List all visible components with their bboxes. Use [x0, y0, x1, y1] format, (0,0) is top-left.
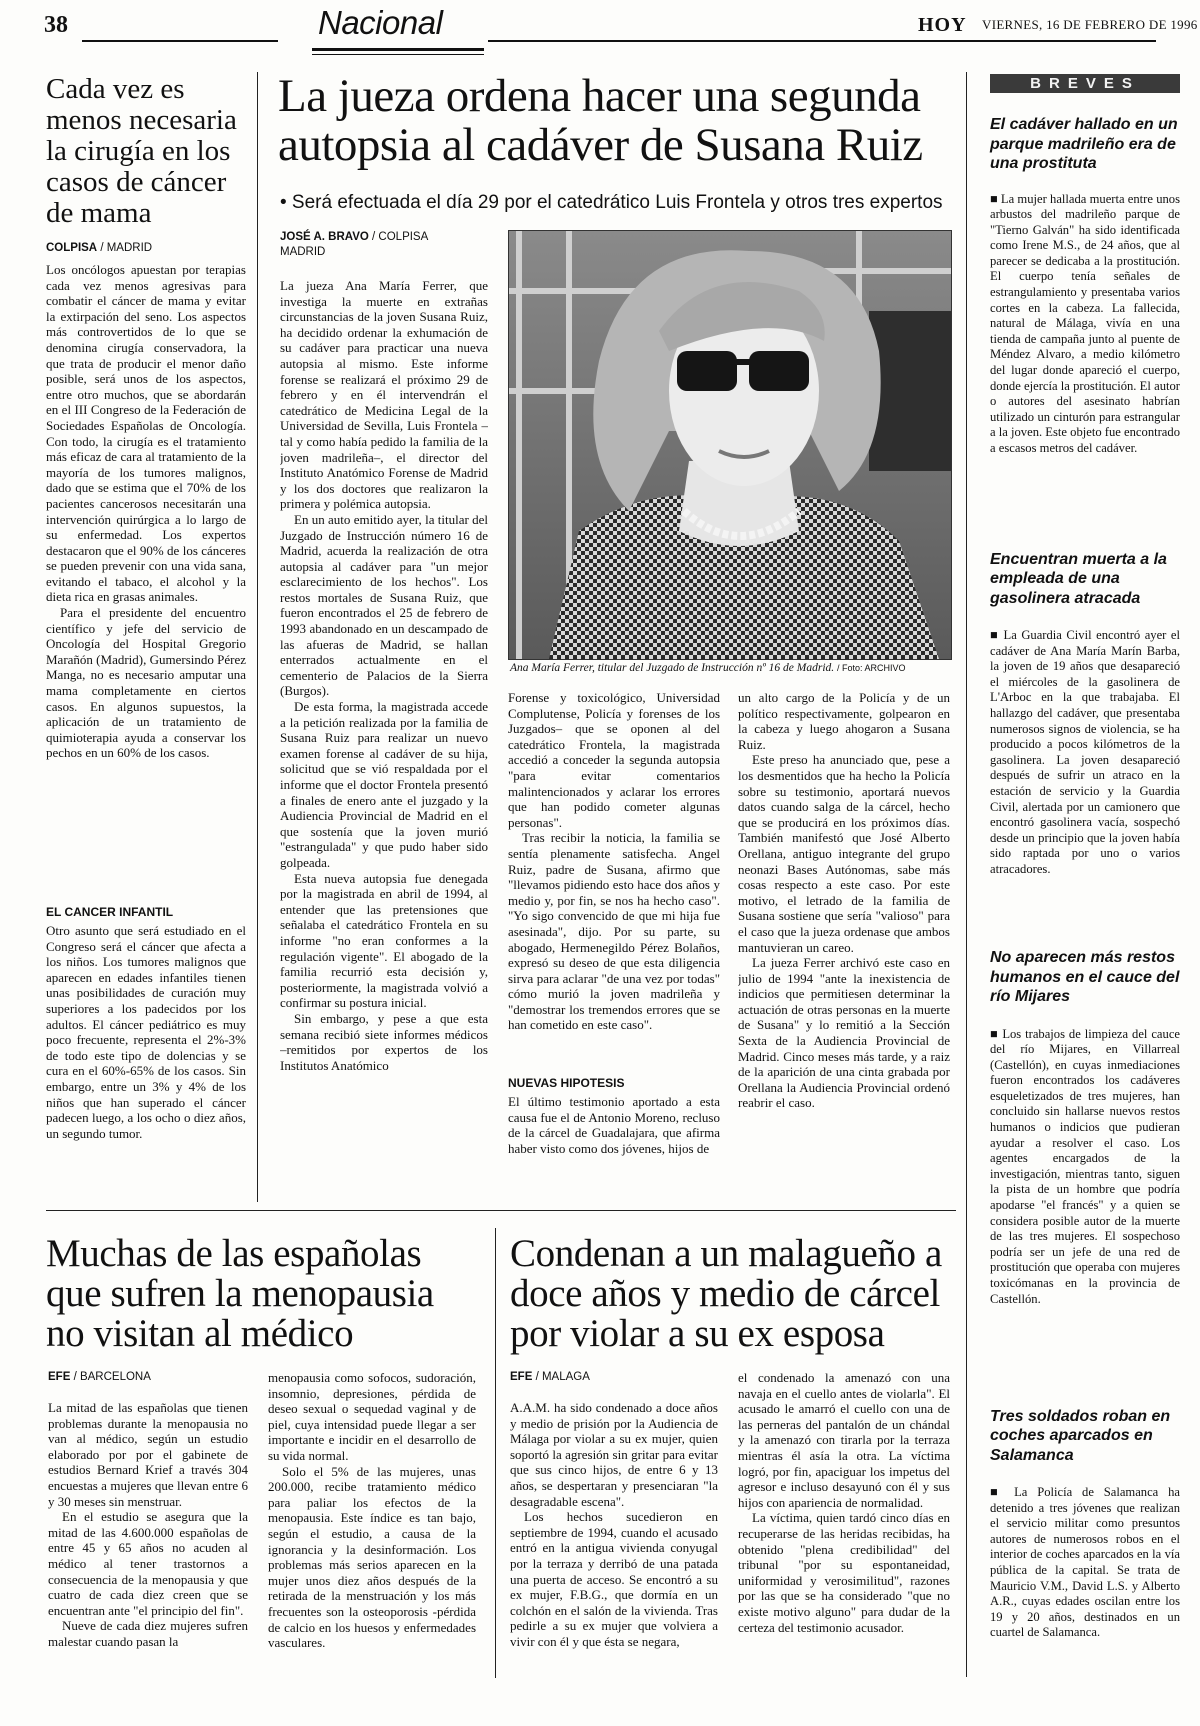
- section-title: Nacional: [318, 4, 443, 41]
- paragraph: ■ La Guardia Civil encontró ayer el cadáver de Ana María Marín Barba, la joven de 19 años que desapareció el miércoles de la gasolinera de L'Arboc en la que trabajaba. El hallazgo del cadáver, que presentaba numerosos signos de violencia, se ha producido a pocos kilómetros de la gasolinera. La joven desapareció después de sufrir un atraco en la estación de servicio y la Guardia Civil, alertada por un camionero que encontró gasolinera vacía, sospechó desde un principio que la joven había sido raptada por uno o varios atracadores.: [990, 628, 1180, 876]
- main-byline: JOSÉ A. BRAVO / COLPISA MADRID: [280, 231, 429, 258]
- paragraph: De esta forma, la magistrada accede a la petición realizada por la familia de Susana Ruiz para realizar un nuevo examen forense al cadáver de su hija, solicitud que se vió respaldada por el informe que el doctor Frontela presentó a finales de enero ante el juzgado y la Audiencia Provincial de Madrid en el que sostenía que la joven murió "estrangulada" y que pudo haber sido golpeada.: [280, 699, 488, 870]
- paragraph: Solo el 5% de las mujeres, unas 200.000, recibe tratamiento médico para paliar los efectos de la menopausia. Este índice es tan bajo, según el estudio, a causa de la ignorancia y la desinformación. Los problemas más serios aparecen en la mujer unos diez años después de la retirada de la menstruación y los más frecuentes son la osteoporosis -pérdida de calcio en los huesos y enfermedades vasculares.: [268, 1463, 476, 1651]
- paragraph: En un auto emitido ayer, la titular del Juzgado de Instrucción número 16 de Madrid, acuerda la realización de otra autopsia al cadáver para "un mejor esclarecimiento de los hechos". Los restos mortales de Susana Ruiz, que fueron encontrados el 25 de febrero de 1993 abandonado en un descampado de las afueras de Madrid, se hallan enterrados actualmente en el cementerio de Palacios de la Sierra (Burgos).: [280, 511, 488, 699]
- paragraph: En el estudio se asegura que la mitad de las 4.600.000 españolas de entre 45 y 65 años no acuden al médico al tener trastornos a consecuencia de la menopausia y que cuatro de cada diez creen que se encuentran ante "el principio del fin".: [48, 1509, 248, 1618]
- header-rule-left: [82, 40, 278, 42]
- paragraph: Tras recibir la noticia, la familia se sentía plenamente satisfecha. Angel Ruiz, padre de Susana, afirmo que "llevamos pidiendo esto hace dos años y medio y, por fin, se nos ha hecho caso". "Yo sigo convencido de que mi hija fue asesinada", dijo. Por su parte, su abogado, Hermenegildo Pérez Bolaños, expresó su deseo de que esta diligencia sirva para aclarar "de una vez por todas" cómo murió la joven madrileña y "demostrar los tremendos errores que se han cometido en este caso".: [508, 830, 720, 1033]
- breve-text: [990, 628, 1180, 926]
- masthead-logo: HOY: [918, 14, 967, 36]
- byline-city: BARCELONA: [79, 1371, 151, 1383]
- paragraph: Nueve de cada diez mujeres sufren malestar cuando pasan la: [48, 1618, 248, 1649]
- main-col-3: [738, 690, 950, 1202]
- cancer-subhead: EL CANCER INFANTIL: [46, 905, 174, 919]
- malagueno-byline: EFE / MALAGA: [510, 1371, 590, 1383]
- photo-judge: [508, 230, 952, 660]
- paragraph: Forense y toxicológico, Universidad Complutense, Policía y forenses de los Juzgados– que se oponen al del catedrático Frontela, la magistrada accedió a conceder la segunda autopsia "para evitar comentarios malintencionados y aclarar los errores que han podido cometer algunas personas".: [508, 690, 720, 830]
- page-number: 38: [44, 12, 68, 38]
- issue-date: VIERNES, 16 DE FEBRERO DE 1996: [982, 17, 1198, 32]
- breve-headline: Encuentran muerta a la empleada de una gasolinera atracada: [990, 550, 1167, 607]
- main-subheadline: • Será efectuada el día 29 por el catedrático Luis Frontela y otros tres expertos: [280, 192, 943, 213]
- menopausia-headline: Muchas de las españolas que sufren la menopausia no visitan al médico: [46, 1232, 434, 1355]
- malagueno-col-1: [510, 1400, 718, 1680]
- breve-headline: El cadáver hallado en un parque madrileño era de una prostituta: [990, 116, 1178, 172]
- paragraph: El último testimonio aportado a esta causa fue el de Antonio Moreno, recluso de la cárcel de Guadalajara, que afirma haber visto como dos jóvenes, hijos de: [508, 1094, 720, 1156]
- photo-caption: [510, 662, 960, 674]
- menopausia-col-1: [48, 1400, 248, 1680]
- breve-text: [990, 1027, 1180, 1387]
- main-col-2: [508, 690, 720, 1188]
- section-underline: [312, 48, 484, 51]
- paragraph: Los oncólogos apuestan por terapias cada vez menos agresivas para combatir el cáncer de mama y evitar la extirpación del seno. Los aspectos más controvertidos de lo que se denomina cirugía conservadora, la que trata de producir el menor daño posible, será unos de los aspectos, entre otro muchos, que se abordarán en el III Congreso de la Federación de Sociedades Españolas de Oncología. Con todo, la cirugía es el tratamiento más eficaz de cara al tratamiento de la mayoría de los tumores malignos, dado que se estima que el 70% de los pacientes cancerosos necesitarán una intervención quirúrgica a lo largo de su enfermedad. Los expertos destacaron que el 90% de los cánceres se pueden prevenir con una vida sana, evitando el tabaco, el alcohol y la dieta rica en grasas animales.: [46, 262, 246, 605]
- paragraph: La mitad de las españolas que tienen problemas durante la menopausia no van al médico, según un estudio elaborado por por el gabinete de estudios Bernard Krief a través 304 encuestas a mujeres que llevan entre 6 y 30 meses sin menstruar.: [48, 1400, 248, 1509]
- paragraph: un alto cargo de la Policía y de un político respectivamente, golpearon en la cabeza y luego ahogaron a Susana Ruiz.: [738, 690, 950, 752]
- paragraph: Para el presidente del encuentro científico y jefe del servicio de Oncología del Hospital Gregorio Marañón (Madrid), Gumersindo Pérez Manga, no es necesario amputar una mama completamente en ciertos casos. En algunos supuestos, la aplicación de un tratamiento de quimioterapia ayuda a conservar los pechos en un 60% de los casos.: [46, 605, 246, 761]
- breve-headline: Tres soldados roban en coches aparcados en Salamanca: [990, 1407, 1171, 1464]
- byline-city: MADRID: [280, 246, 326, 258]
- menopausia-byline: EFE / BARCELONA: [48, 1371, 151, 1383]
- breves-column: [990, 74, 1180, 1675]
- byline-city: MALAGA: [541, 1371, 590, 1383]
- main-col-2-body-b: [508, 1094, 720, 1188]
- paragraph: La jueza Ana María Ferrer, que investiga la muerte en extrañas circunstancias de la joven Susana Ruiz, ha decidido ordenar la exhumación de su cadáver para practicar una nueva autopsia al mismo. Este informe forense se realizará el próximo 29 de febrero y en él intervendrán el catedrático de Medicina Legal de la Universidad de Sevilla, Luis Frontela –tal y como había pedido la familia de la joven madrileña–, el director del Instituto Anatómico Forense de Madrid y los dos doctores que realizaron la primera y polémica autopsia.: [280, 278, 488, 512]
- byline-agency: EFE: [48, 1371, 71, 1383]
- paragraph: La jueza Ferrer archivó este caso en julio de 1994 "ante la inexistencia de indicios que permitiesen determinar la actuación de otras personas en la muerte de Susana" y lo remitió a la Sección Sexta de la Audiencia Provincial de Madrid. Cinco meses más tarde, y a raiz de la aparición de una cinta grabada por Orellana la Audiencia Provincial ordenó reabrir el caso.: [738, 955, 950, 1111]
- cancer-body-2: [46, 923, 246, 1208]
- column-rule-breves: [966, 72, 967, 1677]
- menopausia-col-2: [268, 1370, 476, 1680]
- main-col-2-body: [508, 690, 720, 1060]
- byline-author: JOSÉ A. BRAVO: [280, 231, 369, 243]
- cancer-body: [46, 262, 246, 897]
- malagueno-headline: Condenan a un malagueño a doce años y medio de cárcel por violar a su ex esposa: [510, 1232, 942, 1355]
- paragraph: La víctima, quien tardó cinco días en recuperarse de las heridas recibidas, ha obtenido "plena credibilidad" del tribunal "por su espontaneidad, uniformidad y verosimilitud", razones por las que se ha considerado "que no existe motivo alguno" para dudar de la certeza del testimonio acusador.: [738, 1510, 950, 1635]
- paragraph: Este preso ha anunciado que, pese a los desmentidos que ha hecho la Policía sobre su testimonio, aportará nuevos datos cuando salga de la cárcel, hecho que se producirá en los próximos días. También manifestó que José Alberto Orellana, antiguo integrante del grupo neonazi Bases Autónomas, sabe más cosas respecto a este caso. Por este motivo, el letrado de la familia de Susana sostiene que sería "valioso" para el caso que la jueza ordenase que ambos mantuvieran un careo.: [738, 752, 950, 955]
- paragraph: Sin embargo, y pese a que esta semana recibió siete informes médicos –remitidos por expertos de los Institutos Anatómico: [280, 1010, 488, 1073]
- breve-text: [990, 192, 1180, 528]
- paragraph: A.A.M. ha sido condenado a doce años y medio de prisión por la Audiencia de Málaga por violar a su ex mujer, quien soportó la agresión sin gritar para evitar que sus cinco hijos, de entre 6 y 13 años, se despertaran y presenciaran "la desagradable escena".: [510, 1400, 718, 1509]
- byline-agency: COLPISA: [378, 231, 429, 243]
- byline-agency: COLPISA: [46, 242, 98, 254]
- cancer-byline: COLPISA / MADRID: [46, 242, 153, 254]
- paragraph: Otro asunto que será estudiado en el Congreso será el cáncer que afecta a los niños. Los tumores malignos que aparecen en edades infantiles tienen unas posibilidades de curación muy superiores a los padecidos por los adultos. El cáncer pediátrico es muy poco frecuente, representa el 2%-3% de todo este tipo de dolencias y se cura en el 60%-65% de los casos. Sin embargo, entre un 3% y 4% de los niños que han superado el cáncer padecen luego, a los ocho o diez años, un segundo tumor.: [46, 923, 246, 1141]
- byline-city: MADRID: [106, 242, 153, 254]
- judge-portrait-image: [509, 231, 951, 659]
- cancer-headline: Cada vez es menos necesaria la cirugía en los casos de cáncer de mama: [46, 73, 237, 229]
- paragraph: el condenado la amenazó con una navaja en el cuello antes de violarla". El acusado le amarró el cuello con una de las perneras del pantalón de un chándal y la amenazó con tirarla por la terraza mientras él asía la otra. La víctima logró, por fin, apaciguar los impetus del agresor e incluso desayunó con él y sus hijos con apariencia de normalidad.: [738, 1370, 950, 1510]
- malagueno-col-2: [738, 1370, 950, 1680]
- main-subhead: NUEVAS HIPOTESIS: [508, 1076, 625, 1090]
- cancer-article: [46, 74, 246, 1208]
- paragraph: ■ La mujer hallada muerta entre unos arbustos del madrileño parque de "Tierno Galván" ha sido identificada como Irene M.S., de 24 años, que al parecer se dedicaba a la prostitución. El cuerpo tenía señales de estrangulamiento y presentaba varios cortes en la cabeza. La fallecida, natural de Málaga, vivía en una tienda de campaña junto al puente de Méndez Alvaro, a medio kilómetro del lugar donde apareció el cuerpo, donde ejercía la prostitución. El autor o autores del asesinato habrían utilizado un cinturón para estrangular a la joven. Este objeto fue encontrado a escasos metros del cadáver.: [990, 191, 1180, 455]
- paragraph: ■ La Policía de Salamanca ha detenido a tres jóvenes que realizan el servicio militar como presuntos autores de numerosos robos en el interior de coches aparcados en la vía pública de la capital. Se trata de Mauricio V.M., David L.S. y Alberto A.R., cuyas edades oscilan entre los 19 y 20 años, destinados en un cuartel de Salamanca.: [990, 1485, 1180, 1640]
- divider-lower: [46, 1210, 956, 1211]
- breve-headline: No aparecen más restos humanos en el cauce del río Mijares: [990, 949, 1180, 1005]
- column-rule-1: [257, 72, 258, 1202]
- breve-text: [990, 1485, 1180, 1675]
- breves-title: BREVES: [990, 74, 1180, 93]
- main-col-1: [280, 278, 488, 1202]
- section-underline-2: [312, 54, 484, 55]
- photo-credit: / Foto: ARCHIVO: [837, 663, 906, 673]
- main-headline: La jueza ordena hacer una segunda autopsia al cadáver de Susana Ruiz: [278, 70, 923, 171]
- column-rule-bottom: [495, 1228, 496, 1678]
- byline-agency: EFE: [510, 1371, 533, 1383]
- paragraph: ■ Los trabajos de limpieza del cauce del río Mijares, en Villarreal (Castellón), en cuyas inmediaciones fueron encontrados los cadáveres esqueletizados de tres mujeres, han concluido sin hallarse nuevos restos humanos o indicios que pudieran ayudar a resolver el caso. Los agentes encargados de la investigación, mientras tanto, siguen la pista de un hombre que podría apodarse "el francés" y a quien se considera posible autor de la muerte de las tres mujeres. El sospechoso podría ser un jefe de una red de prostitución que operaba con mujeres toxicómanas en la provincia de Castellón.: [990, 1026, 1180, 1306]
- paragraph: menopausia como sofocos, sudoración, insomnio, depresiones, pérdida de deseo sexual o sequedad vaginal y de piel, cuya intensidad puede llegar a ser importante e incidir en el desarrollo de su vida normal.: [268, 1370, 476, 1463]
- paragraph: Los hechos sucedieron en septiembre de 1994, cuando el acusado entró en la antigua vivienda conyugal por la terraza y derribó de una patada una puerta de acceso. Se encontró a su ex mujer, F.B.G., que dormía en un colchón en el salón de la vivienda. Tras pedirle a su ex mujer que volviera a vivir con él y que ésta se negara,: [510, 1509, 718, 1649]
- paragraph: Esta nueva autopsia fue denegada por la magistrada en abril de 1994, al entender que las pretensiones que señalaba el catedrático Frontela en su informe "no eran conformes a la regulación vigente". El abogado de la familia recurrió esta decisión y, posteriormente, la magistrada volvió a confirmar su postura inicial.: [280, 870, 488, 1011]
- header-rule-right: [488, 40, 1156, 42]
- caption-text: Ana María Ferrer, titular del Juzgado de Instrucción nº 16 de Madrid.: [510, 662, 835, 674]
